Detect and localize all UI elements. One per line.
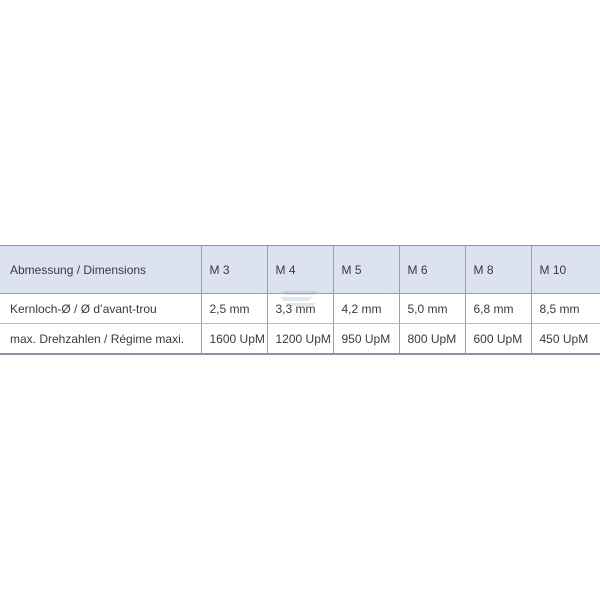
core-hole-cell: 6,8 mm xyxy=(465,294,531,324)
max-speed-cell: 450 UpM xyxy=(531,324,600,355)
max-speed-cell: 800 UpM xyxy=(399,324,465,355)
core-hole-cell: 3,3 mm xyxy=(267,294,333,324)
max-speed-label: max. Drehzahlen / Régime maxi. xyxy=(0,324,201,355)
core-hole-cell: 5,0 mm xyxy=(399,294,465,324)
core-hole-label: Kernloch-Ø / Ø d’avant-trou xyxy=(0,294,201,324)
size-header-m10: M 10 xyxy=(531,246,600,294)
max-speed-row xyxy=(0,324,600,355)
core-hole-cell: 4,2 mm xyxy=(333,294,399,324)
max-speed-cell: 1600 UpM xyxy=(201,324,267,355)
dimensions-header-label: Abmessung / Dimensions xyxy=(0,246,201,294)
max-speed-cell: 600 UpM xyxy=(465,324,531,355)
max-speed-cell: 1200 UpM xyxy=(267,324,333,355)
size-header-m5: M 5 xyxy=(333,246,399,294)
max-speed-cell: 950 UpM xyxy=(333,324,399,355)
size-header-m4: M 4 xyxy=(267,246,333,294)
size-header-m3: M 3 xyxy=(201,246,267,294)
core-hole-cell: 8,5 mm xyxy=(531,294,600,324)
size-header-m6: M 6 xyxy=(399,246,465,294)
header-row xyxy=(0,246,600,294)
size-header-m8: M 8 xyxy=(465,246,531,294)
watermark-logo-icon xyxy=(278,289,320,307)
core-hole-cell: 2,5 mm xyxy=(201,294,267,324)
